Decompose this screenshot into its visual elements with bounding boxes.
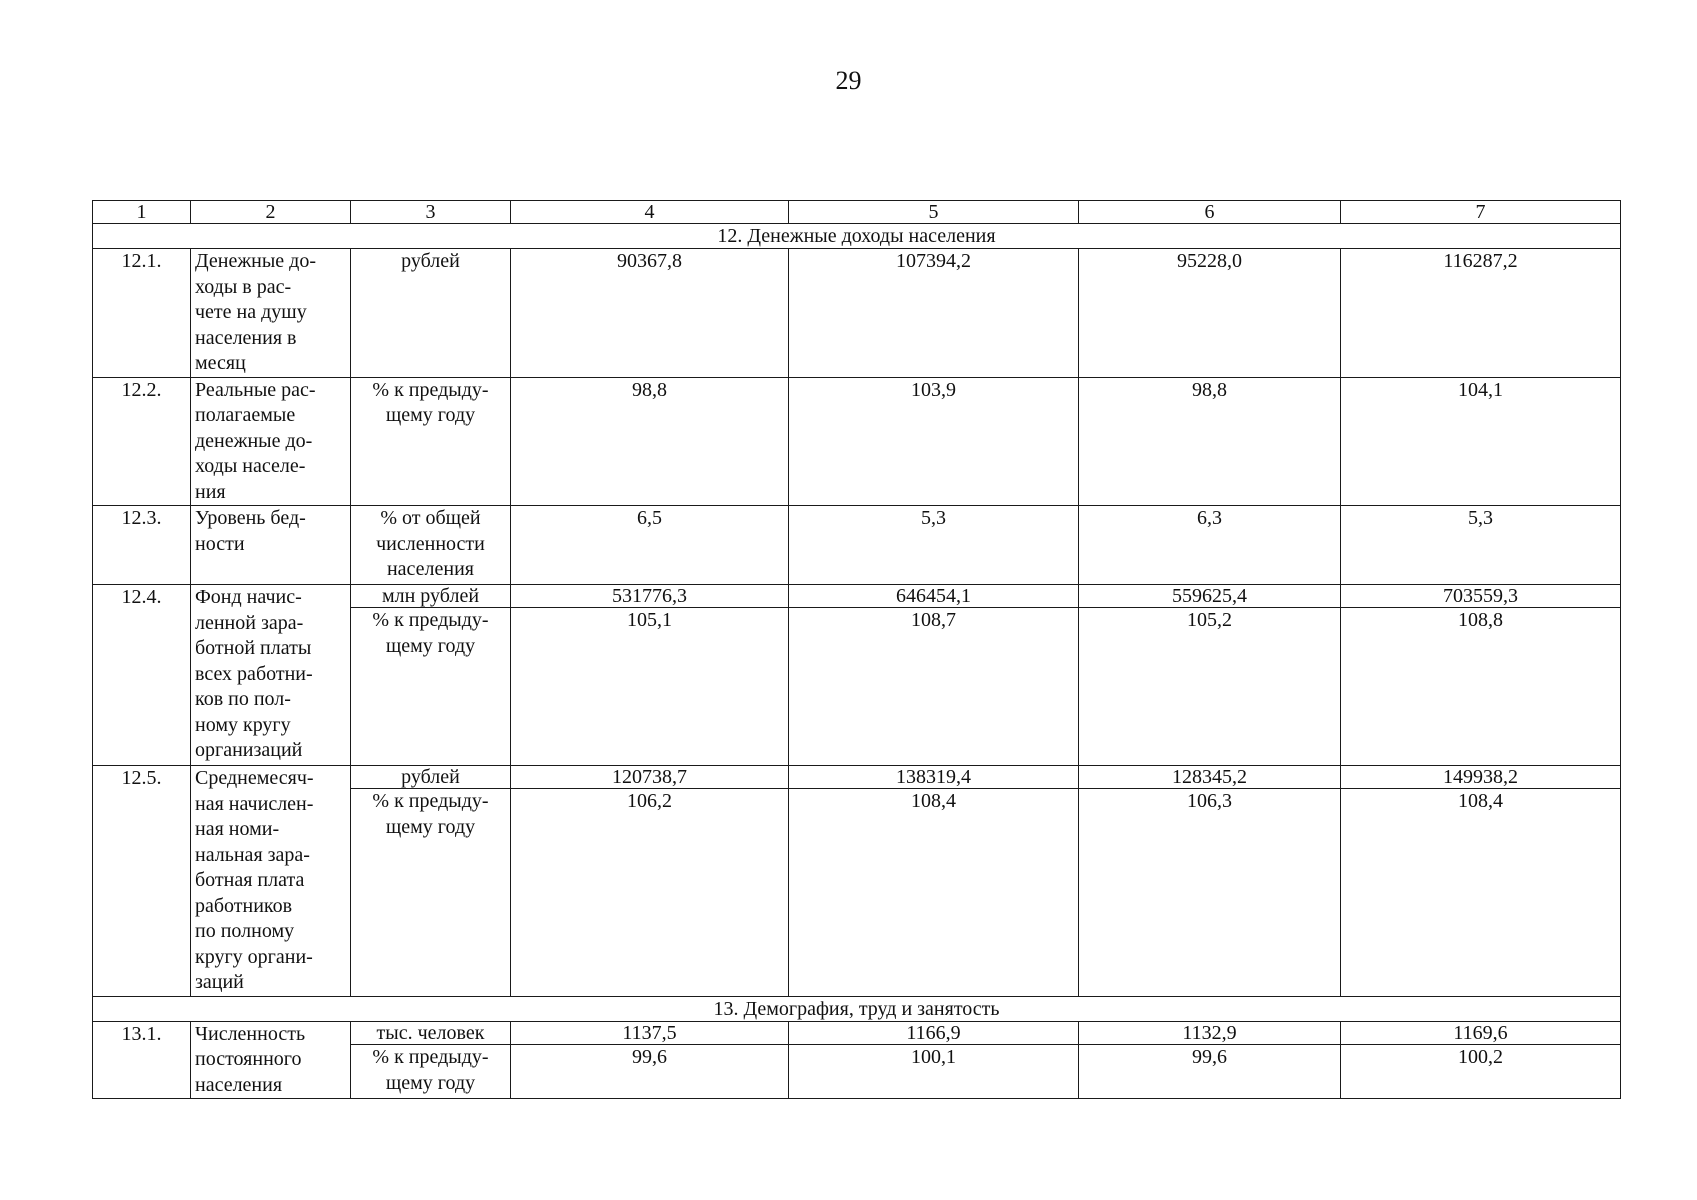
value-col-6: 106,3	[1079, 789, 1341, 996]
section-heading: 13. Демография, труд и занятость	[93, 996, 1621, 1021]
value-col-5: 138319,4	[789, 766, 1079, 789]
unit: % к предыду- щему году	[351, 1045, 511, 1099]
unit: % от общей численности населения	[351, 506, 511, 585]
unit: тыс. человек	[351, 1021, 511, 1045]
column-number: 3	[351, 201, 511, 224]
table-row	[93, 249, 1621, 378]
table-row	[93, 377, 1621, 506]
column-number: 4	[511, 201, 789, 224]
value-col-4: 531776,3	[511, 585, 789, 608]
value-col-7: 108,4	[1341, 789, 1621, 996]
value-col-5: 5,3	[789, 506, 1079, 585]
section-heading-row	[93, 224, 1621, 249]
value-col-4: 106,2	[511, 789, 789, 996]
row-number: 12.4.	[93, 585, 191, 766]
column-number: 2	[191, 201, 351, 224]
row-number: 12.1.	[93, 249, 191, 378]
value-col-6: 95228,0	[1079, 249, 1341, 378]
value-col-5: 103,9	[789, 377, 1079, 506]
indicator-name: Среднемесяч- ная начислен- ная номи- нальная зара- ботная плата работников по полному кругу органи- заций	[191, 766, 351, 997]
value-col-7: 100,2	[1341, 1045, 1621, 1099]
unit: млн рублей	[351, 585, 511, 608]
column-number: 7	[1341, 201, 1621, 224]
value-col-5: 108,7	[789, 608, 1079, 766]
value-col-6: 1132,9	[1079, 1021, 1341, 1045]
value-col-5: 100,1	[789, 1045, 1079, 1099]
value-col-7: 104,1	[1341, 377, 1621, 506]
value-col-4: 98,8	[511, 377, 789, 506]
data-table	[92, 200, 1621, 1099]
row-number: 12.2.	[93, 377, 191, 506]
row-number: 12.3.	[93, 506, 191, 585]
value-col-7: 5,3	[1341, 506, 1621, 585]
unit: рублей	[351, 249, 511, 378]
value-col-6: 128345,2	[1079, 766, 1341, 789]
value-col-4: 1137,5	[511, 1021, 789, 1045]
value-col-7: 703559,3	[1341, 585, 1621, 608]
value-col-5: 108,4	[789, 789, 1079, 996]
page-number: 29	[835, 66, 862, 95]
value-col-7: 116287,2	[1341, 249, 1621, 378]
unit: % к предыду- щему году	[351, 789, 511, 996]
indicator-name: Фонд начис- ленной зара- ботной платы всех работни- ков по пол- ному кругу организаций	[191, 585, 351, 766]
value-col-4: 105,1	[511, 608, 789, 766]
table-row	[93, 506, 1621, 585]
row-number: 13.1.	[93, 1021, 191, 1099]
value-col-6: 99,6	[1079, 1045, 1341, 1099]
value-col-4: 99,6	[511, 1045, 789, 1099]
unit: рублей	[351, 766, 511, 789]
value-col-4: 6,5	[511, 506, 789, 585]
table-row	[93, 1021, 1621, 1045]
table-row	[93, 766, 1621, 789]
column-number: 5	[789, 201, 1079, 224]
value-col-6: 98,8	[1079, 377, 1341, 506]
indicator-name: Уровень бед- ности	[191, 506, 351, 585]
value-col-6: 6,3	[1079, 506, 1341, 585]
unit: % к предыду- щему году	[351, 377, 511, 506]
section-heading: 12. Денежные доходы населения	[93, 224, 1621, 249]
value-col-7: 1169,6	[1341, 1021, 1621, 1045]
section-heading-row	[93, 996, 1621, 1021]
table-row	[93, 585, 1621, 608]
value-col-5: 646454,1	[789, 585, 1079, 608]
row-number: 12.5.	[93, 766, 191, 997]
column-number: 6	[1079, 201, 1341, 224]
value-col-6: 105,2	[1079, 608, 1341, 766]
value-col-4: 120738,7	[511, 766, 789, 789]
value-col-7: 108,8	[1341, 608, 1621, 766]
indicator-name: Численность постоянного населения	[191, 1021, 351, 1099]
value-col-4: 90367,8	[511, 249, 789, 378]
unit: % к предыду- щему году	[351, 608, 511, 766]
value-col-5: 1166,9	[789, 1021, 1079, 1045]
indicator-name: Реальные рас- полагаемые денежные до- ходы населе- ния	[191, 377, 351, 506]
value-col-5: 107394,2	[789, 249, 1079, 378]
value-col-6: 559625,4	[1079, 585, 1341, 608]
column-number: 1	[93, 201, 191, 224]
value-col-7: 149938,2	[1341, 766, 1621, 789]
indicator-name: Денежные до- ходы в рас- чете на душу населения в месяц	[191, 249, 351, 378]
column-number-row	[93, 201, 1621, 224]
